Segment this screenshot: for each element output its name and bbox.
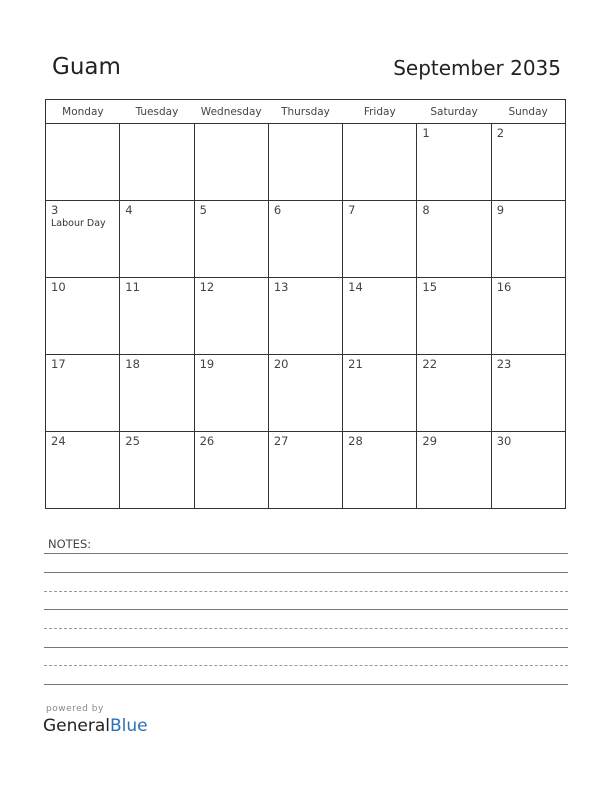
day-cell (268, 432, 342, 509)
day-cell (120, 432, 194, 509)
day-cell (120, 278, 194, 355)
day-cell (194, 278, 268, 355)
day-cell (268, 278, 342, 355)
day-cell (417, 432, 491, 509)
notes-line (44, 609, 568, 610)
day-cell (120, 124, 194, 201)
notes-line (44, 647, 568, 648)
weekday-sunday: Sunday (491, 100, 565, 124)
country-title: Guam (52, 54, 121, 80)
day-cell (268, 201, 342, 278)
day-cell (120, 355, 194, 432)
weekday-saturday: Saturday (417, 100, 491, 124)
day-cell (46, 355, 120, 432)
day-cell (491, 355, 565, 432)
week-row (46, 201, 566, 278)
day-number: 30 (496, 434, 512, 448)
day-cell (491, 201, 565, 278)
day-cell (417, 355, 491, 432)
day-cell (343, 201, 417, 278)
weekday-thursday: Thursday (268, 100, 342, 124)
month-title: September 2035 (393, 56, 561, 80)
notes-line (44, 553, 568, 554)
week-row (46, 278, 566, 355)
day-cell (417, 124, 491, 201)
day-number: 27 (273, 434, 289, 448)
weekday-header-row (46, 100, 566, 124)
day-number: 12 (199, 280, 215, 294)
day-number: 6 (273, 203, 282, 217)
notes-label: NOTES: (48, 537, 92, 551)
day-number: 7 (348, 203, 356, 217)
day-number: 26 (199, 434, 215, 448)
day-cell (343, 432, 417, 509)
day-cell (194, 355, 268, 432)
day-cell (194, 201, 268, 278)
day-number: 9 (496, 203, 505, 217)
day-number: 18 (125, 357, 140, 371)
day-number: 28 (348, 434, 363, 448)
day-cell (194, 432, 268, 509)
day-number: 21 (348, 357, 363, 371)
day-cell (120, 201, 194, 278)
weekday-monday: Monday (46, 100, 120, 124)
notes-line (44, 591, 568, 592)
day-number: 14 (348, 280, 363, 294)
day-number: 17 (51, 357, 66, 371)
day-cell (343, 124, 417, 201)
day-cell (268, 355, 342, 432)
day-number: 15 (422, 280, 438, 294)
week-row (46, 355, 566, 432)
day-cell (343, 278, 417, 355)
holiday-label: Labour Day (51, 218, 106, 229)
notes-line (44, 665, 568, 666)
notes-line (44, 684, 568, 685)
week-row (46, 432, 566, 509)
day-number: 19 (199, 357, 215, 371)
day-number: 1 (422, 126, 430, 140)
day-number: 8 (422, 203, 430, 217)
notes-line (44, 628, 568, 629)
day-number: 24 (51, 434, 66, 448)
brand-logo (43, 716, 148, 736)
day-cell (417, 201, 491, 278)
brand-general: General (43, 716, 110, 736)
weekday-tuesday: Tuesday (120, 100, 194, 124)
day-number: 2 (496, 126, 505, 140)
week-row (46, 124, 566, 201)
day-cell (46, 124, 120, 201)
day-cell (46, 432, 120, 509)
notes-line (44, 572, 568, 573)
day-cell (46, 201, 120, 278)
day-number: 11 (125, 280, 140, 294)
day-number: 20 (273, 357, 289, 371)
day-number: 22 (422, 357, 438, 371)
day-cell (491, 432, 565, 509)
day-number: 5 (199, 203, 207, 217)
day-number: 4 (125, 203, 133, 217)
day-cell (491, 278, 565, 355)
day-cell (491, 124, 565, 201)
day-cell (417, 278, 491, 355)
powered-by-text: powered by (46, 704, 104, 714)
day-cell (343, 355, 417, 432)
day-cell (46, 278, 120, 355)
day-number: 10 (51, 280, 66, 294)
day-cell (194, 124, 268, 201)
day-number: 29 (422, 434, 438, 448)
day-number: 23 (496, 357, 512, 371)
weekday-friday: Friday (343, 100, 417, 124)
day-number: 25 (125, 434, 140, 448)
weekday-wednesday: Wednesday (194, 100, 268, 124)
day-number: 16 (496, 280, 512, 294)
day-number: 3 (51, 203, 59, 217)
day-number: 13 (273, 280, 289, 294)
day-cell (268, 124, 342, 201)
brand-blue: Blue (110, 716, 148, 736)
calendar-grid (45, 99, 566, 509)
